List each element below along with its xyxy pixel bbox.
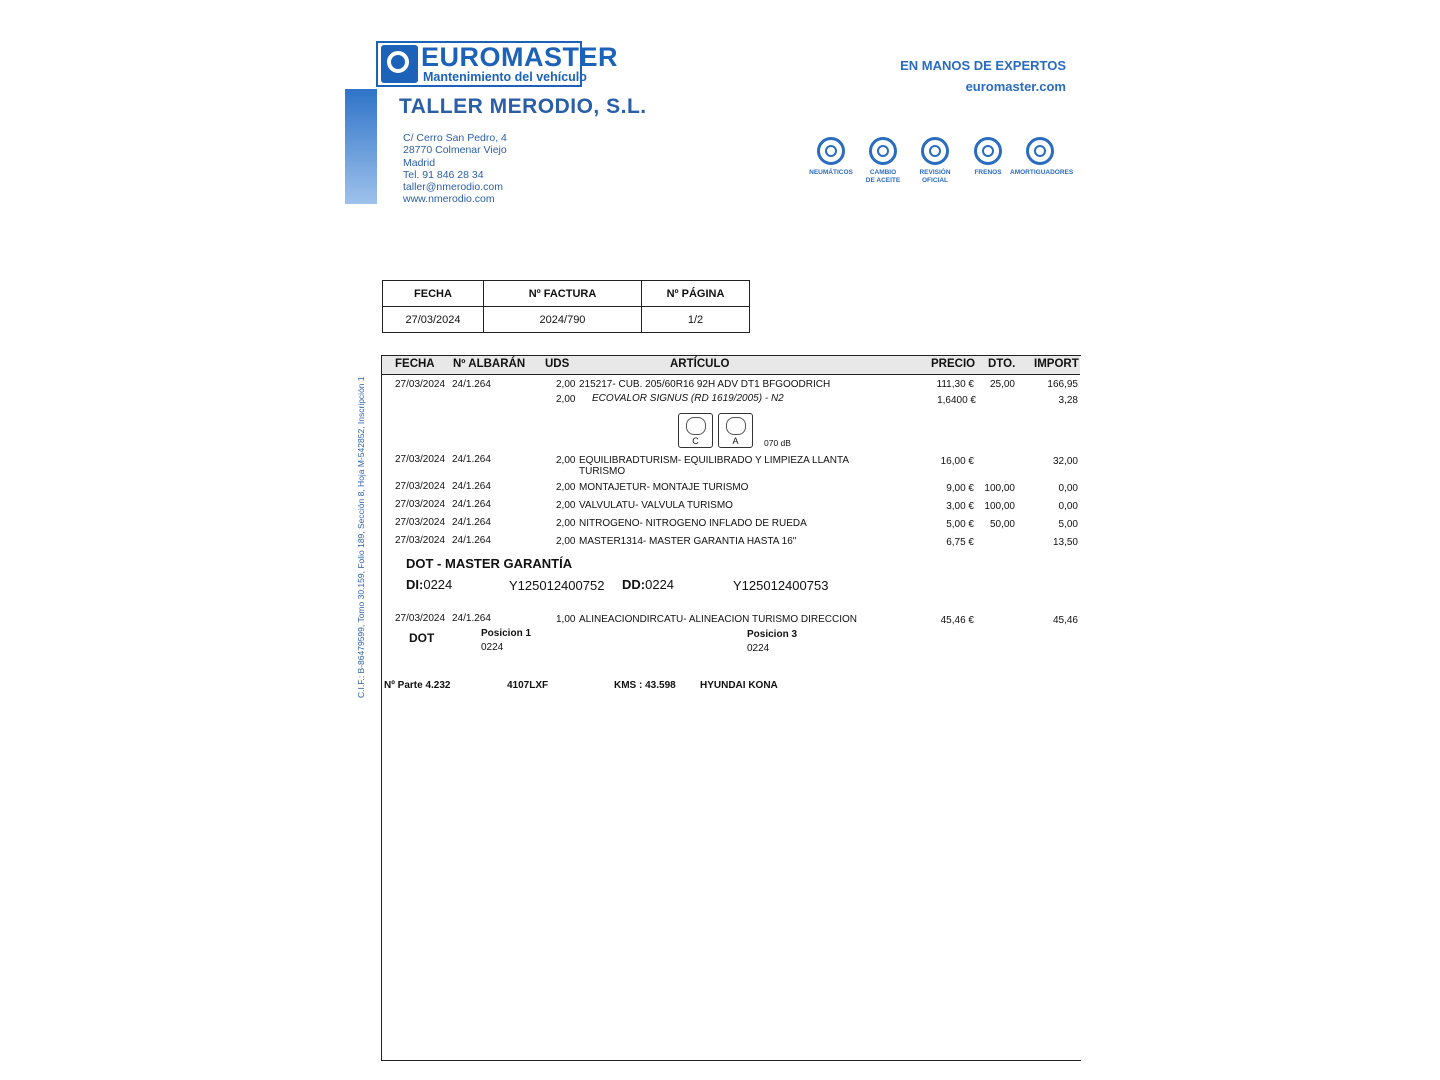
row-precio: 1,6400 €	[937, 395, 976, 406]
row-precio: 9,00 €	[946, 483, 974, 494]
address-line: 28770 Colmenar Viejo	[403, 144, 507, 157]
col-articulo: ARTÍCULO	[670, 358, 730, 370]
pagina-header: Nº PÁGINA	[642, 281, 750, 307]
parte-number: Nº Parte 4.232	[384, 680, 451, 691]
row-dto: 100,00	[984, 483, 1015, 494]
pos3-value: 0224	[747, 643, 770, 654]
di-label: DI:	[406, 577, 424, 592]
company-name: TALLER MERODIO, S.L.	[399, 95, 647, 118]
address-line: www.nmerodio.com	[403, 193, 495, 206]
dot-master-title: DOT - MASTER GARANTÍA	[406, 556, 573, 571]
row-importe: 166,95	[1047, 379, 1078, 390]
service-label: DE ACEITE	[865, 177, 901, 184]
service-label: OFICIAL	[922, 177, 948, 184]
service-label: REVISIÓN	[919, 169, 951, 176]
col-precio: PRECIO	[931, 358, 976, 370]
website: euromaster.com	[965, 79, 1066, 94]
brand-name: EUROMASTER	[421, 42, 619, 72]
oil-change-icon	[869, 137, 897, 165]
pos1-value: 0224	[481, 642, 504, 653]
row-dto: 25,00	[989, 379, 1015, 390]
fuel-efficiency-icon	[686, 417, 706, 435]
page-number: 1/2	[642, 307, 750, 333]
row-importe: 0,00	[1058, 483, 1078, 494]
di-serial: Y125012400752	[509, 578, 605, 593]
table-border	[381, 355, 382, 1061]
row-uds: 2,00	[556, 394, 576, 405]
row-uds: 2,00	[556, 536, 576, 547]
row-albaran: 24/1.264	[452, 499, 491, 510]
brake-icon	[974, 137, 1002, 165]
col-fecha: FECHA	[395, 358, 435, 370]
slogan-block	[850, 55, 1066, 97]
row-precio: 5,00 €	[946, 519, 974, 530]
table-header	[382, 356, 1080, 375]
row-uds: 2,00	[556, 500, 576, 511]
service-label: AMORTIGUADORES	[1010, 169, 1074, 176]
row-importe: 0,00	[1058, 501, 1078, 512]
tire-icon	[817, 137, 845, 165]
row-articulo: ALINEACIONDIRCATU- ALINEACION TURISMO DIRECCION	[579, 614, 857, 625]
row-uds: 1,00	[556, 614, 576, 625]
row-importe: 13,50	[1052, 537, 1078, 548]
row-importe: 3,28	[1058, 395, 1078, 406]
row-fecha: 27/03/2024	[395, 613, 446, 624]
license-plate: 4107LXF	[507, 680, 549, 691]
col-importe: IMPORT	[1034, 358, 1079, 370]
di-value: 0224	[423, 577, 453, 592]
row-articulo: MONTAJETUR- MONTAJE TURISMO	[579, 482, 749, 493]
row-uds: 2,00	[556, 482, 576, 493]
service-frenos	[958, 137, 1018, 177]
fecha-header: FECHA	[383, 281, 484, 307]
row-articulo: NITROGENO- NITROGENO INFLADO DE RUEDA	[579, 518, 807, 529]
col-dto: DTO.	[988, 358, 1016, 370]
col-uds: UDS	[545, 358, 570, 370]
tyre-fuel-label	[678, 413, 713, 448]
service-label: FRENOS	[974, 169, 1002, 176]
row-fecha: 27/03/2024	[395, 481, 446, 492]
row-articulo: EQUILIBRADTURISM- EQUILIBRADO Y LIMPIEZA LLANTA	[579, 455, 850, 466]
row-articulo: ECOVALOR SIGNUS (RD 1619/2005) - N2	[592, 393, 784, 404]
row-dto: 100,00	[984, 501, 1015, 512]
address-line: taller@nmerodio.com	[403, 181, 503, 194]
service-revision	[905, 137, 965, 185]
row-importe: 45,46	[1052, 615, 1078, 626]
tyre-wet-label	[718, 413, 753, 448]
row-articulo: VALVULATU- VALVULA TURISMO	[579, 500, 733, 511]
noise-value: 070 dB	[764, 438, 791, 448]
row-fecha: 27/03/2024	[395, 379, 446, 390]
pos3-label: Posicion 3	[747, 629, 798, 640]
dd-serial: Y125012400753	[733, 578, 829, 593]
invoice-date: 27/03/2024	[383, 307, 484, 333]
dot-di	[406, 577, 452, 592]
brand-side-bar	[345, 89, 377, 204]
address-line: C/ Cerro San Pedro, 4	[403, 132, 507, 144]
row-precio: 3,00 €	[946, 501, 974, 512]
row-fecha: 27/03/2024	[395, 454, 446, 465]
legal-registry-text: C.I.F.: B-86479599, Tomo 30.159, Folio 189, Sección 8, Hoja M-542852, Inscripción 1	[356, 376, 366, 698]
address-line: Tel. 91 846 28 34	[403, 168, 484, 181]
slogan: EN MANOS DE EXPERTOS	[900, 58, 1066, 73]
pos1-label: Posicion 1	[481, 628, 532, 639]
brand-subtitle: Mantenimiento del vehículo	[423, 70, 587, 84]
dd-value: 0224	[645, 577, 675, 592]
row-albaran: 24/1.264	[452, 517, 491, 528]
row-precio: 111,30 €	[936, 379, 974, 390]
row-fecha: 27/03/2024	[395, 517, 446, 528]
service-cambio-aceite	[853, 137, 913, 185]
address-line: Madrid	[403, 156, 436, 169]
row-uds: 2,00	[556, 518, 576, 529]
wet-grade: A	[732, 436, 739, 446]
euromaster-logo-icon	[381, 45, 418, 83]
service-label: CAMBIO	[869, 169, 897, 176]
row-precio: 16,00 €	[940, 456, 974, 467]
row-importe: 32,00	[1052, 456, 1078, 467]
row-fecha: 27/03/2024	[395, 499, 446, 510]
row-articulo-cont: TURISMO	[579, 466, 626, 477]
invoice-number: 2024/790	[484, 307, 642, 333]
invoice-info-table	[382, 280, 750, 333]
service-neumaticos	[801, 137, 861, 177]
row-albaran: 24/1.264	[452, 613, 491, 624]
row-uds: 2,00	[556, 379, 576, 390]
row-fecha: 27/03/2024	[395, 535, 446, 546]
vehicle-model: HYUNDAI KONA	[700, 680, 778, 691]
service-amortiguadores	[1010, 137, 1074, 177]
dot-dd	[622, 577, 674, 592]
row-uds: 2,00	[556, 455, 576, 466]
company-address	[403, 132, 507, 206]
row-albaran: 24/1.264	[452, 535, 491, 546]
col-albaran: Nº ALBARÁN	[453, 358, 526, 370]
table-border	[381, 1060, 1081, 1061]
row-importe: 5,00	[1058, 519, 1078, 530]
kms: KMS : 43.598	[614, 680, 676, 691]
factura-header: Nº FACTURA	[484, 281, 642, 307]
wet-grip-icon	[726, 417, 746, 435]
row-albaran: 24/1.264	[452, 379, 491, 390]
car-service-icon	[921, 137, 949, 165]
row-dto: 50,00	[989, 519, 1015, 530]
row-albaran: 24/1.264	[452, 454, 491, 465]
row-precio: 45,46 €	[940, 615, 974, 626]
row-articulo: MASTER1314- MASTER GARANTIA HASTA 16"	[579, 536, 797, 547]
row-albaran: 24/1.264	[452, 481, 491, 492]
dot-label: DOT	[409, 631, 435, 645]
row-precio: 6,75 €	[946, 537, 974, 548]
shock-absorber-icon	[1026, 137, 1054, 165]
service-label: NEUMÁTICOS	[809, 169, 853, 176]
dd-label: DD:	[622, 577, 646, 592]
row-articulo: 215217- CUB. 205/60R16 92H ADV DT1 BFGOODRICH	[579, 379, 831, 390]
fuel-grade: C	[692, 436, 699, 446]
